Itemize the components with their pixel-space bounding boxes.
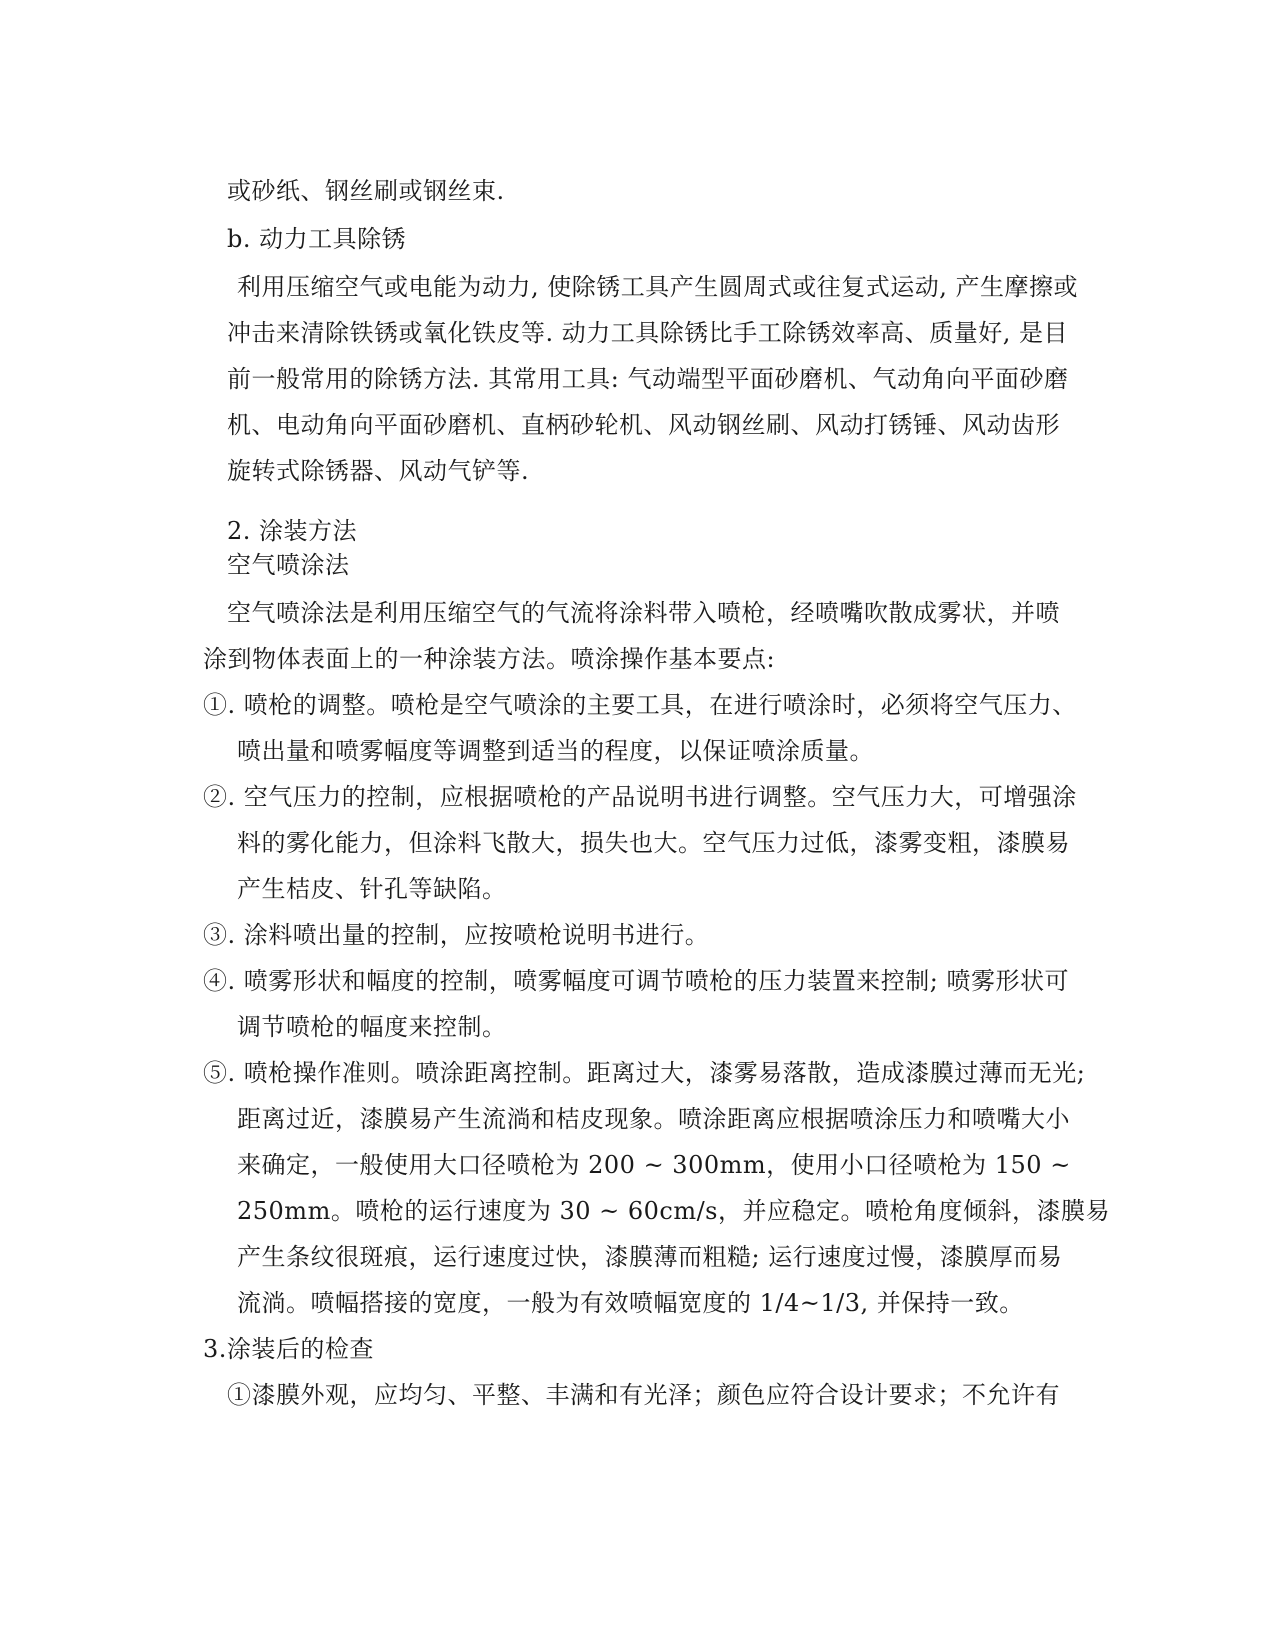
text-line: 利用压缩空气或电能为动力, 使除锈工具产生圆周式或往复式运动, 产生摩擦或 bbox=[237, 273, 1079, 301]
text-line: 调节喷枪的幅度来控制。 bbox=[237, 1013, 507, 1041]
text-line: 产生条纹很斑痕，运行速度过快，漆膜薄而粗糙; 运行速度过慢，漆膜厚而易 bbox=[237, 1243, 1063, 1271]
text-line: 流淌。喷幅搭接的宽度，一般为有效喷幅宽度的 1/4~1/3, 并保持一致。 bbox=[237, 1289, 1024, 1317]
text-line: 250mm。喷枪的运行速度为 30 ~ 60cm/s，并应稳定。喷枪角度倾斜，漆膜易 bbox=[237, 1197, 1110, 1225]
list-item: ①漆膜外观，应均匀、平整、丰满和有光泽；颜色应符合设计要求；不允许有 bbox=[227, 1381, 1060, 1409]
text-line: 产生桔皮、针孔等缺陷。 bbox=[237, 875, 507, 903]
list-item: ③. 涂料喷出量的控制，应按喷枪说明书进行。 bbox=[203, 921, 710, 949]
list-item: ④. 喷雾形状和幅度的控制，喷雾幅度可调节喷枪的压力装置来控制; 喷雾形状可 bbox=[203, 967, 1069, 995]
text-line: 来确定，一般使用大口径喷枪为 200 ~ 300mm，使用小口径喷枪为 150 ~ bbox=[237, 1151, 1071, 1179]
text-line: 冲击来清除铁锈或氧化铁皮等. 动力工具除锈比手工除锈效率高、质量好, 是目 bbox=[227, 319, 1069, 347]
text-line: 涂到物体表面上的一种涂装方法。喷涂操作基本要点: bbox=[203, 645, 776, 673]
text-line: 喷出量和喷雾幅度等调整到适当的程度，以保证喷涂质量。 bbox=[237, 737, 874, 765]
section-heading: b. 动力工具除锈 bbox=[227, 225, 407, 253]
text-line: 机、电动角向平面砂磨机、直柄砂轮机、风动钢丝刷、风动打锈锤、风动齿形 bbox=[227, 411, 1060, 439]
section-heading: 2. 涂装方法 bbox=[227, 517, 358, 545]
text-line: 料的雾化能力，但涂料飞散大，损失也大。空气压力过低，漆雾变粗，漆膜易 bbox=[237, 829, 1070, 857]
list-item: ①. 喷枪的调整。喷枪是空气喷涂的主要工具，在进行喷涂时，必须将空气压力、 bbox=[203, 691, 1077, 719]
text-line: 距离过近，漆膜易产生流淌和桔皮现象。喷涂距离应根据喷涂压力和喷嘴大小 bbox=[237, 1105, 1070, 1133]
section-heading: 3.涂装后的检查 bbox=[203, 1335, 374, 1363]
text-line: 旋转式除锈器、风动气铲等. bbox=[227, 457, 530, 485]
list-item: ②. 空气压力的控制，应根据喷枪的产品说明书进行调整。空气压力大，可增强涂 bbox=[203, 783, 1077, 811]
text-line: 或砂纸、钢丝刷或钢丝束. bbox=[227, 177, 505, 205]
text-line: 空气喷涂法是利用压缩空气的气流将涂料带入喷枪，经喷嘴吹散成雾状，并喷 bbox=[227, 599, 1060, 627]
subsection-heading: 空气喷涂法 bbox=[227, 551, 350, 579]
text-line: 前一般常用的除锈方法. 其常用工具: 气动端型平面砂磨机、气动角向平面砂磨 bbox=[227, 365, 1069, 393]
list-item: ⑤. 喷枪操作准则。喷涂距离控制。距离过大，漆雾易落散，造成漆膜过薄而无光; bbox=[203, 1059, 1086, 1087]
